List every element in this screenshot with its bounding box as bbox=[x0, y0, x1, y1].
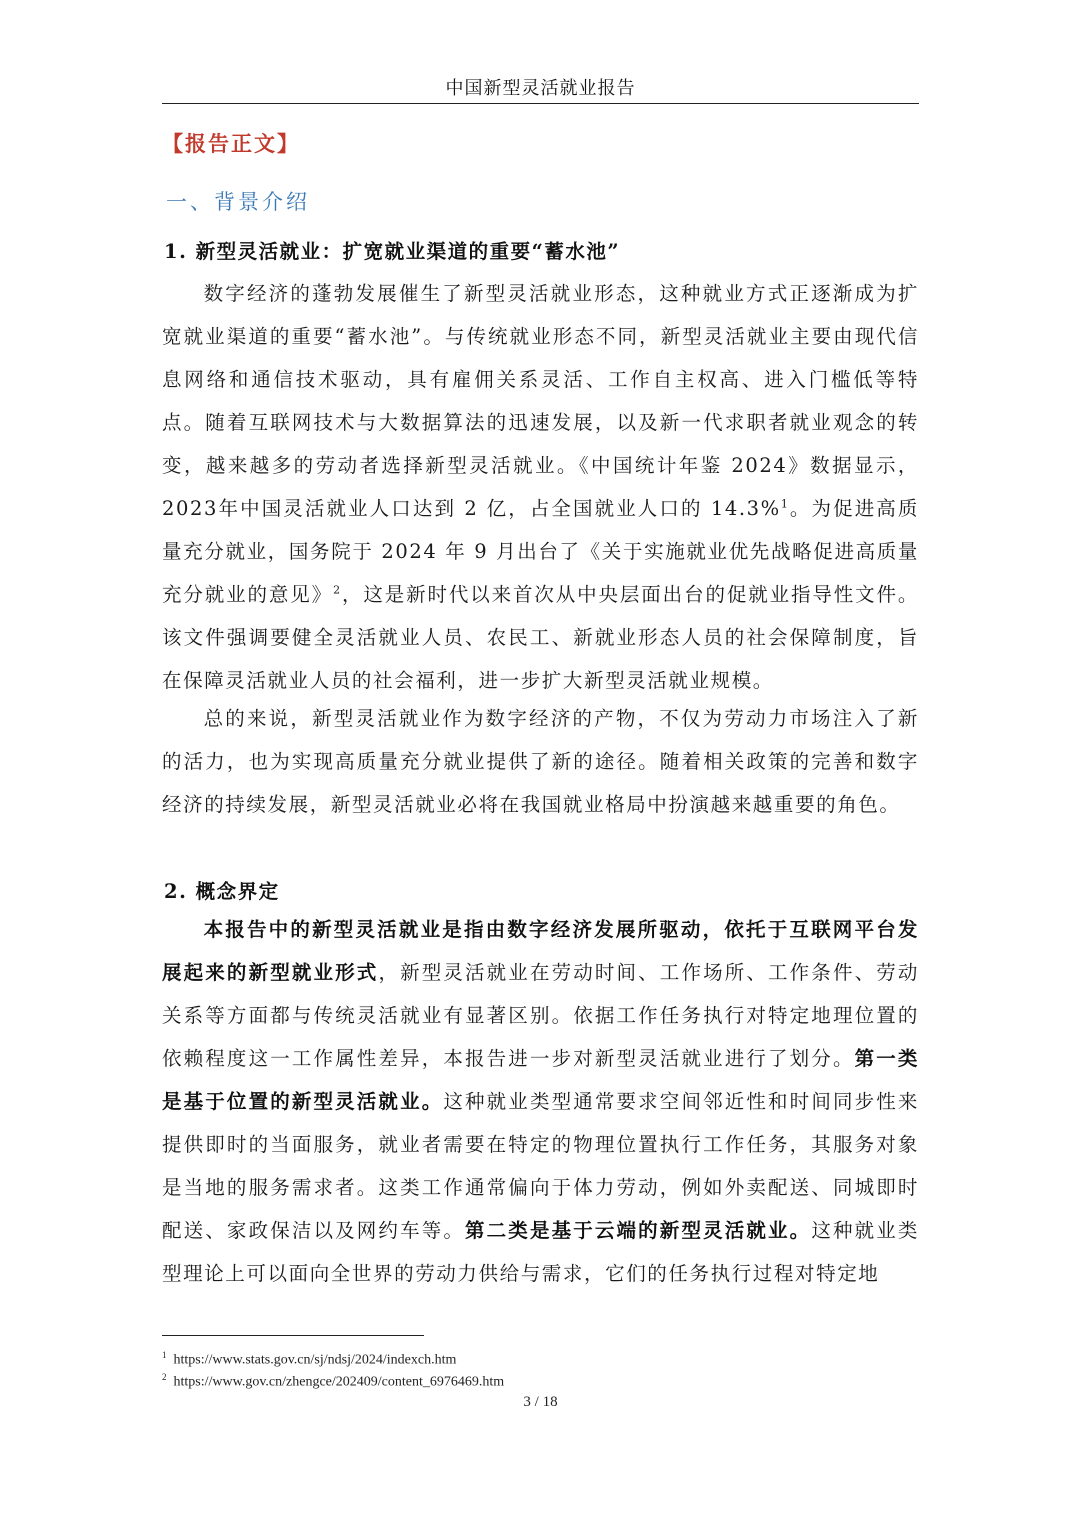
paragraph-text: 这种就业类型通常要求空间邻近性和时间同步性来提供即时的当面服务，就业者需要在特定的物理位置执行工作任务，其服务对象是当地的服务需求者。这类工作通常偏向于体力劳动，例如外卖配送、同城即时配送、家政保洁以及网约车等。 bbox=[162, 1090, 919, 1242]
paragraph-text: ，新型灵活就业在劳动时间、工作场所、工作条件、劳动关系等方面都与传统灵活就业有显著区别。依据工作任务执行对特定地理位置的依赖程度这一工作属性差异，本报告进一步对新型灵活就业进行了划分。 bbox=[162, 961, 919, 1070]
footnote-1 bbox=[162, 1350, 456, 1369]
footnote-link[interactable]: https://www.gov.cn/zhengce/202409/content_6976469.htm bbox=[173, 1374, 505, 1390]
subsection-heading-1: 1. 新型灵活就业：扩宽就业渠道的重要“蓄水池” bbox=[164, 240, 621, 263]
section-heading-background: 一、背景介绍 bbox=[166, 190, 310, 214]
paragraph-definition bbox=[162, 908, 919, 1295]
footnote-ref-1[interactable]: 1 bbox=[780, 497, 790, 511]
footnote-2 bbox=[162, 1372, 504, 1391]
paragraph-text: 。为促进高质量充分就业，国务院于 2024 年 9 月出台了《关于实施就业优先战略促进高质量充分就业的意见》 bbox=[162, 497, 919, 606]
paragraph-text: ，这是新时代以来首次从中央层面出台的促就业指导性文件。该文件强调要健全灵活就业人员、农民工、新就业形态人员的社会保障制度，旨在保障灵活就业人员的社会福利，进一步扩大新型灵活就业规模。 bbox=[162, 583, 919, 692]
report-body-label: 【报告正文】 bbox=[162, 131, 300, 156]
footnote-separator bbox=[162, 1335, 424, 1336]
subsection-heading-2: 2. 概念界定 bbox=[164, 880, 280, 903]
bold-text: 本报告中的新型灵活就业是指由数字经济发展所驱动，依托于互联网平台发展起来的新型就业形式 bbox=[162, 918, 919, 984]
page-number: 3 / 18 bbox=[523, 1394, 558, 1410]
header-rule bbox=[162, 103, 919, 104]
paragraph-background-1 bbox=[162, 272, 919, 702]
footnote-link[interactable]: https://www.stats.gov.cn/sj/ndsj/2024/indexch.htm bbox=[173, 1352, 457, 1368]
footnote-mark: 1 bbox=[162, 1350, 167, 1360]
footnote-mark: 2 bbox=[162, 1372, 167, 1382]
footnote-ref-2[interactable]: 2 bbox=[333, 583, 342, 597]
bold-text: 第二类是基于云端的新型灵活就业。 bbox=[465, 1219, 812, 1242]
paragraph-text: 数字经济的蓬勃发展催生了新型灵活就业形态，这种就业方式正逐渐成为扩宽就业渠道的重要“蓄水池”。与传统就业形态不同，新型灵活就业主要由现代信息网络和通信技术驱动，具有雇佣关系灵活、工作自主权高、进入门槛低等特点。随着互联网技术与大数据算法的迅速发展，以及新一代求职者就业观念的转变，越来越多的劳动者选择新型灵活就业。《中国统计年鉴 2024》数据显示，2023年中国灵活就业人口达到 2 亿，占全国就业人口的 14.3% bbox=[162, 282, 919, 520]
paragraph-text: 这种就业类型理论上可以面向全世界的劳动力供给与需求，它们的任务执行过程对特定地 bbox=[162, 1219, 919, 1285]
paragraph-text: 总的来说，新型灵活就业作为数字经济的产物，不仅为劳动力市场注入了新的活力，也为实现高质量充分就业提供了新的途径。随着相关政策的完善和数字经济的持续发展，新型灵活就业必将在我国就业格局中扮演越来越重要的角色。 bbox=[162, 707, 919, 816]
paragraph-background-2 bbox=[162, 697, 919, 826]
bold-text: 第一类是基于位置的新型灵活就业。 bbox=[162, 1047, 919, 1113]
running-header-title: 中国新型灵活就业报告 bbox=[445, 78, 636, 99]
